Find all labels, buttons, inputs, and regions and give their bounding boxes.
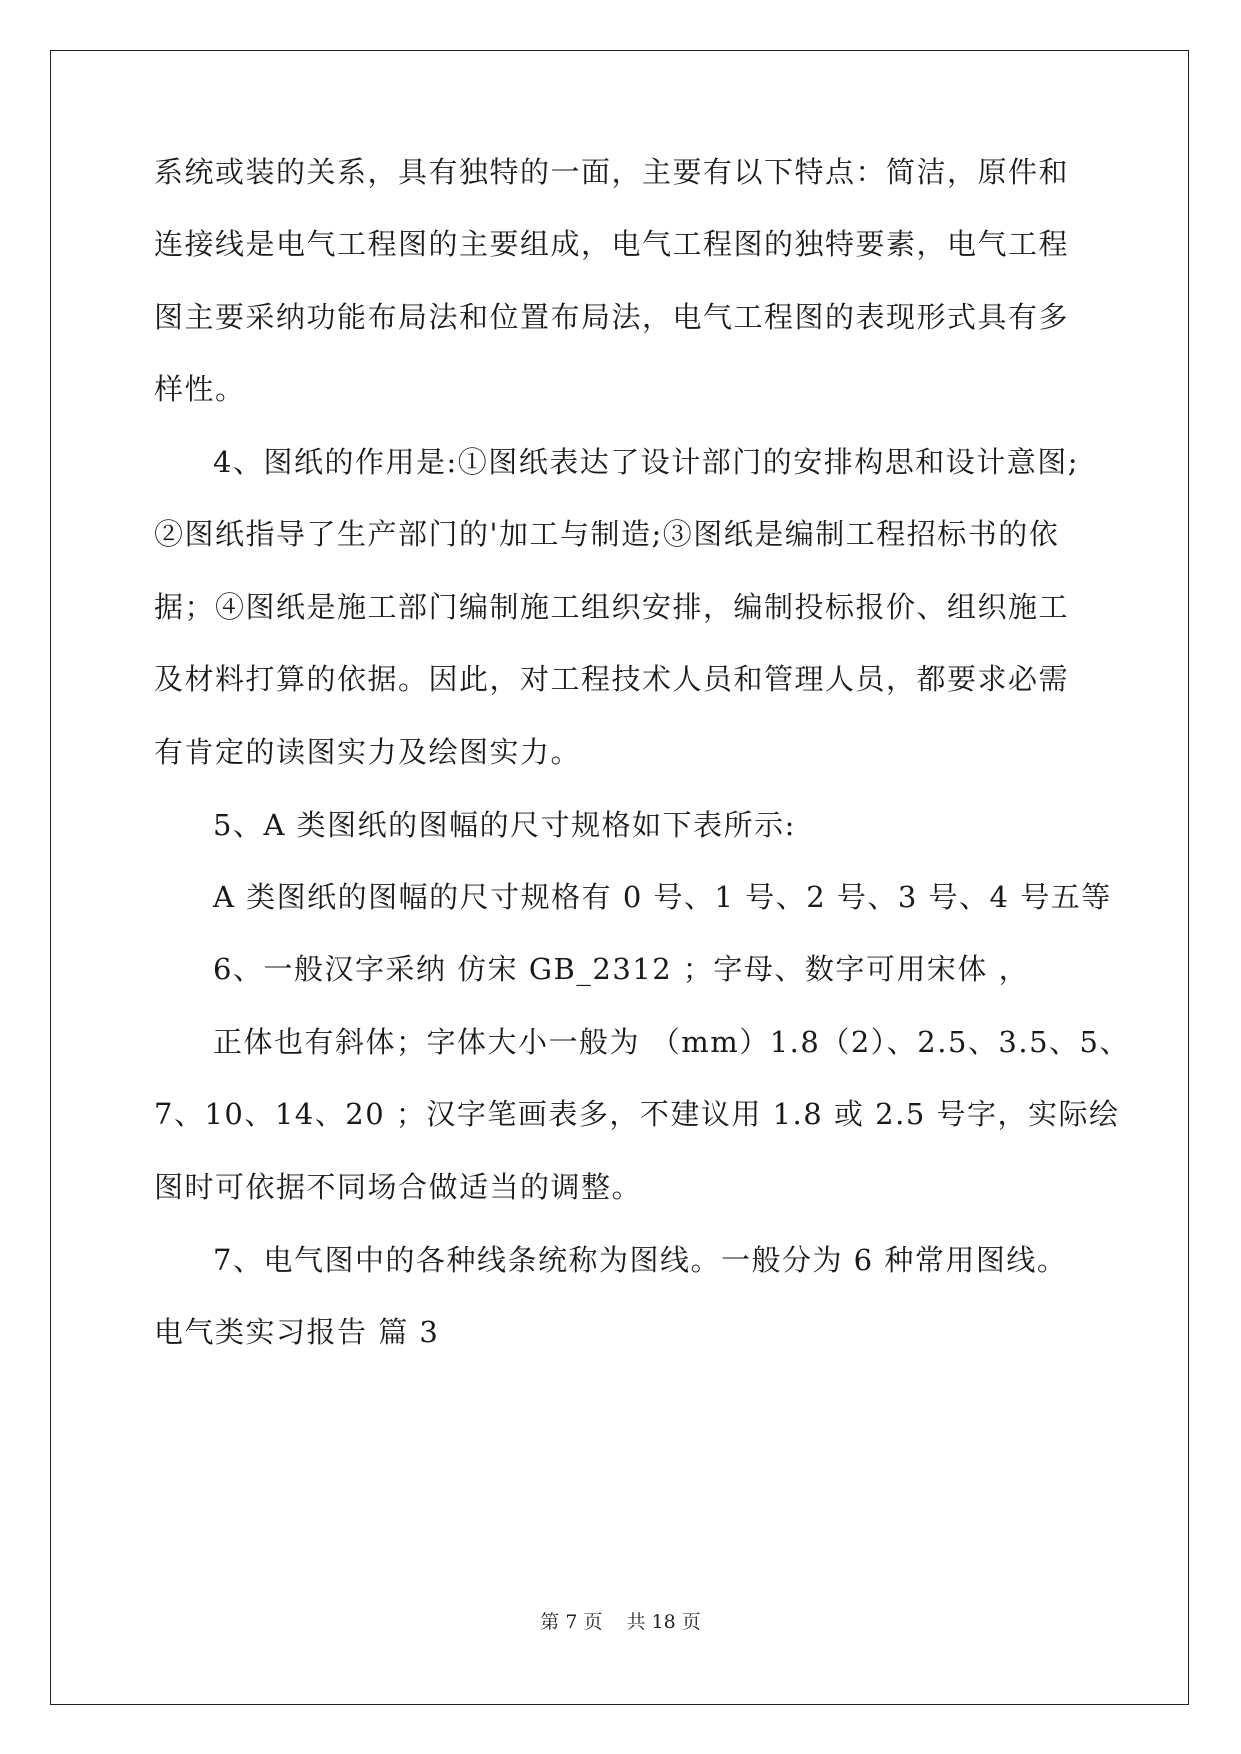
text-line: 正体也有斜体；字体大小一般为 （mm）1.8（2）、2.5、3.5、5、: [213, 1025, 1130, 1059]
paragraph-4-start: 4、图纸的作用是:①图纸表达了设计部门的安排构思和设计意图;: [213, 445, 1079, 479]
text-line: 及材料打算的依据。因此，对工程技术人员和管理人员，都要求必需: [154, 662, 1070, 696]
text-line: 连接线是电气工程图的主要组成，电气工程图的独特要素，电气工程: [154, 227, 1070, 261]
section-heading: 电气类实习报告 篇 3: [154, 1315, 440, 1349]
text-line: 系统或装的关系，具有独特的一面，主要有以下特点：简洁，原件和: [154, 155, 1070, 189]
text-line: 图时可依据不同场合做适当的调整。: [154, 1170, 643, 1204]
paragraph-5-start: 5、A 类图纸的图幅的尺寸规格如下表所示:: [213, 808, 796, 842]
text-line: 据；④图纸是施工部门编制施工组织安排，编制投标报价、组织施工: [154, 590, 1070, 624]
text-line: 有肯定的读图实力及绘图实力。: [154, 735, 582, 769]
text-line: ②图纸指导了生产部门的'加工与制造;③图纸是编制工程招标书的依: [154, 517, 1060, 551]
text-line: 样性。: [154, 372, 246, 406]
paragraph-6-start: 6、一般汉字采纳 仿宋 GB_2312 ；字母、数字可用宋体 ，: [213, 952, 1030, 986]
page-footer: [0, 1610, 1241, 1634]
text-line: A 类图纸的图幅的尺寸规格有 0 号、1 号、2 号、3 号、4 号五等: [213, 880, 1112, 914]
text-line: 7、10、14、20 ；汉字笔画表多，不建议用 1.8 或 2.5 号字，实际绘: [154, 1097, 1120, 1131]
text-line: 图主要采纳功能布局法和位置布局法，电气工程图的表现形式具有多: [154, 300, 1070, 334]
page-total: 共 18 页: [626, 1611, 701, 1633]
page-number: 第 7 页: [540, 1611, 603, 1633]
paragraph-7-start: 7、电气图中的各种线条统称为图线。一般分为 6 种常用图线。: [213, 1243, 1068, 1277]
